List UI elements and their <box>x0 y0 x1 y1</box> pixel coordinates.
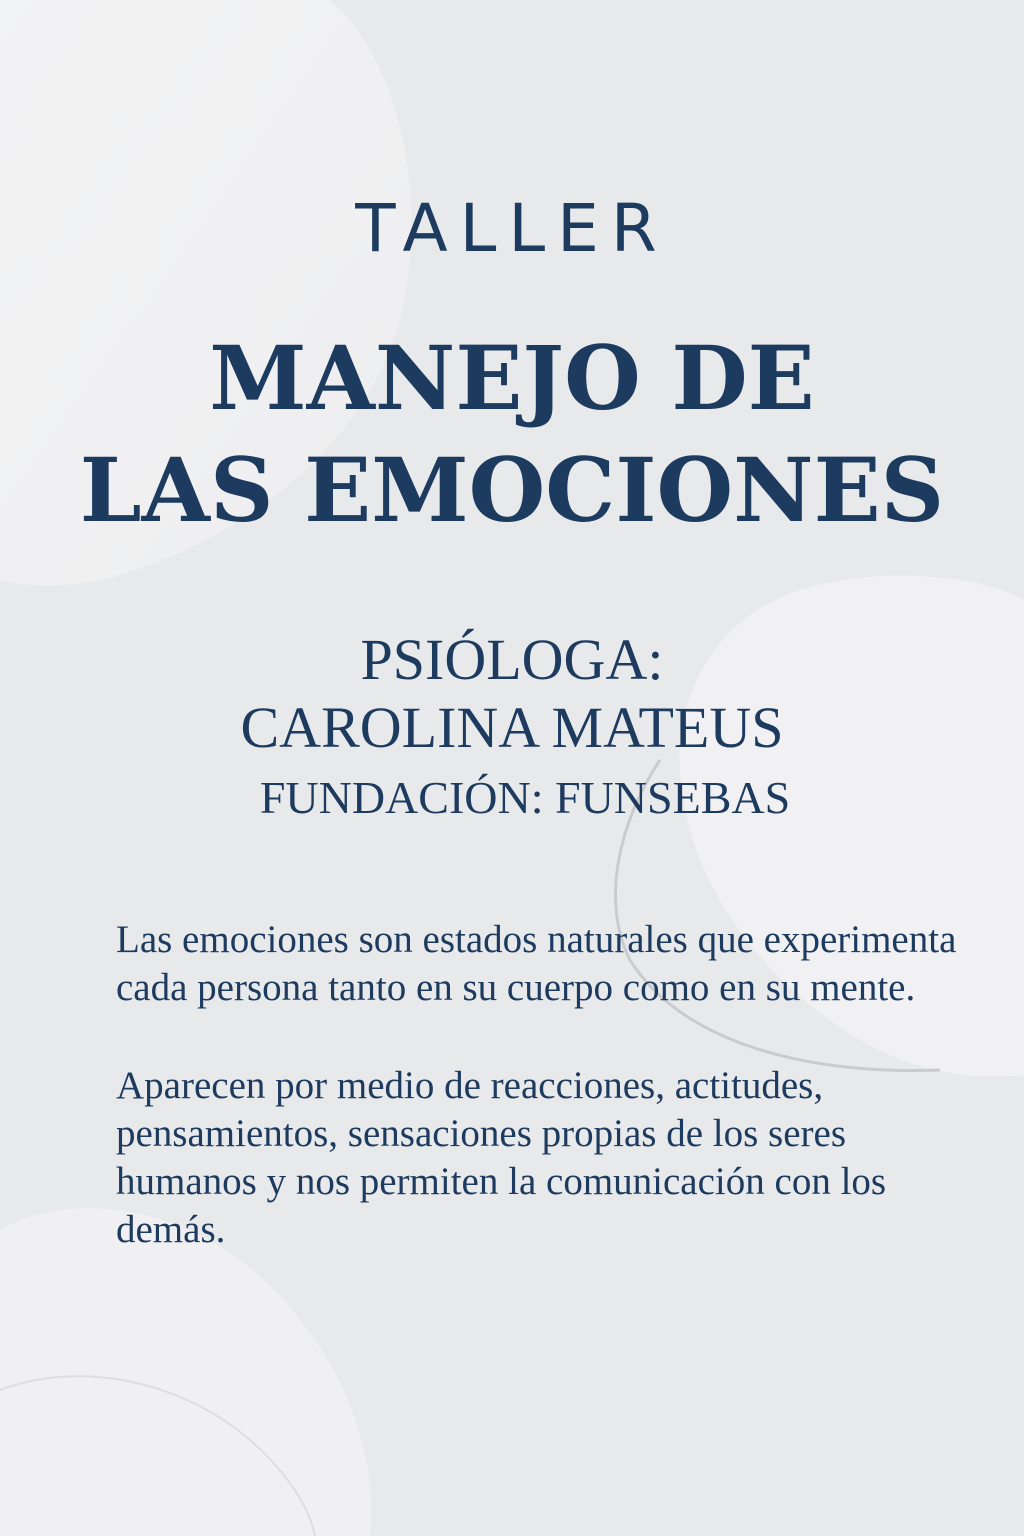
description-paragraph-2: Aparecen por medio de reacciones, actitudes, pensamientos, sensaciones propias de los seres humanos y nos permiten la comunicación con los demás. <box>116 1064 887 1251</box>
description-paragraph-1: Las emociones son estados naturales que experimenta cada persona tanto en su cuerpo como en su mente. <box>116 918 957 1009</box>
presenter-organization: FUNDACIÓN: FUNSEBAS <box>259 772 791 823</box>
description <box>116 916 976 1304</box>
title-line-1: MANEJO DE <box>209 326 815 430</box>
presenter-role: PSIÓLOGA: <box>360 627 664 692</box>
presenter-block <box>0 626 1024 828</box>
workshop-label: TALLER <box>355 190 669 267</box>
title-line-2: LAS EMOCIONES <box>79 438 945 542</box>
page-title <box>0 322 1024 546</box>
presenter-name: CAROLINA MATEUS <box>240 695 784 760</box>
